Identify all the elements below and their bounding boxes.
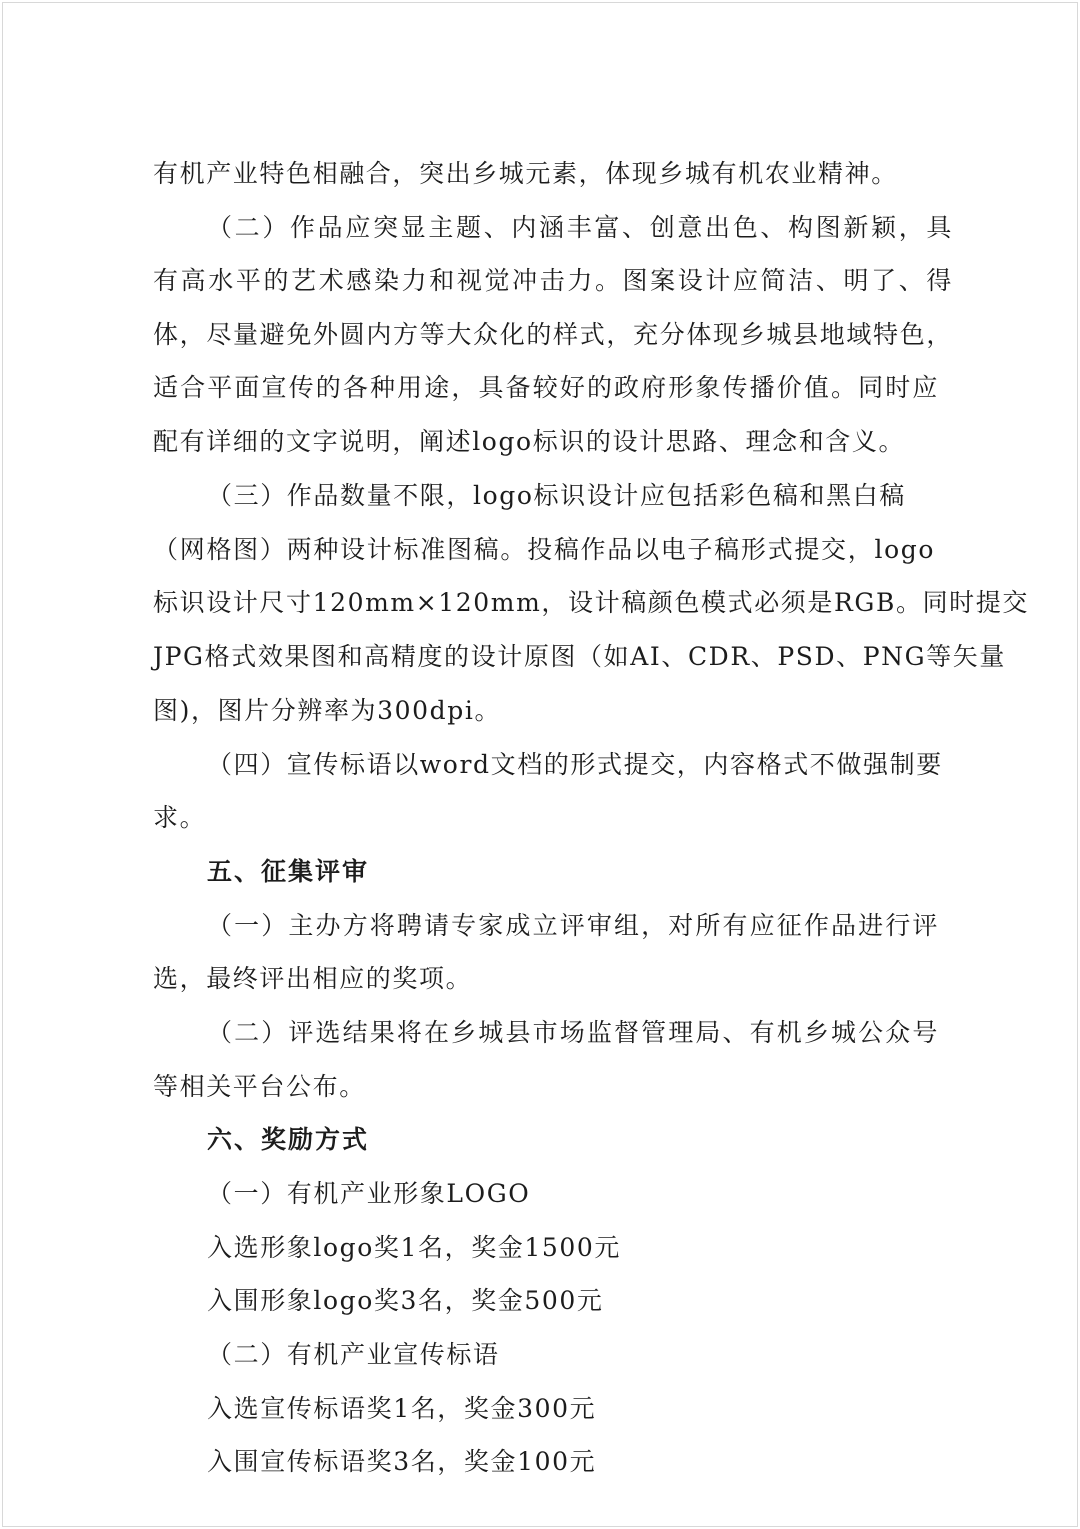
section-heading: 六、奖励方式 [207,1125,370,1154]
paragraph-line: 标识设计尺寸120mm×120mm，设计稿颜色模式必须是RGB。同时提交 [153,588,1029,617]
paragraph-line: 图)，图片分辨率为300dpi。 [153,696,502,725]
paragraph-line: （一）有机产业形象LOGO [207,1179,531,1208]
paragraph-line: 体，尽量避免外圆内方等大众化的样式，充分体现乡城县地域特色， [153,320,953,349]
paragraph-line: （三）作品数量不限，logo标识设计应包括彩色稿和黑白稿 [207,481,906,510]
paragraph-line: （二）评选结果将在乡城县市场监督管理局、有机乡城公众号 [207,1018,939,1047]
paragraph-line: 求。 [153,803,207,832]
paragraph-line: （一）主办方将聘请专家成立评审组，对所有应征作品进行评 [207,911,939,940]
paragraph-line: 适合平面宣传的各种用途，具备较好的政府形象传播价值。同时应 [153,373,939,402]
paragraph-line: （四）宣传标语以word文档的形式提交，内容格式不做强制要 [207,750,943,779]
paragraph-line: 入选形象logo奖1名，奖金1500元 [207,1233,622,1262]
paragraph-line: （网格图）两种设计标准图稿。投稿作品以电子稿形式提交，logo [153,535,935,564]
paragraph-line: 配有详细的文字说明，阐述logo标识的设计思路、理念和含义。 [153,427,906,456]
paragraph-line: 等相关平台公布。 [153,1072,366,1101]
paragraph-line: （二）有机产业宣传标语 [207,1340,500,1369]
section-heading: 五、征集评审 [207,857,370,886]
paragraph-line: JPG格式效果图和高精度的设计原图（如AI、CDR、PSD、PNG等矢量 [153,642,1006,671]
paragraph-line: 入围宣传标语奖3名，奖金100元 [207,1447,597,1476]
paragraph-line: 选，最终评出相应的奖项。 [153,964,473,993]
paragraph-line: 有机产业特色相融合，突出乡城元素，体现乡城有机农业精神。 [153,159,898,188]
paragraph-line: 有高水平的艺术感染力和视觉冲击力。图案设计应简洁、明了、得 [153,266,953,295]
paragraph-line: （二）作品应突显主题、内涵丰富、创意出色、构图新颖，具 [207,213,953,242]
paragraph-line: 入围形象logo奖3名，奖金500元 [207,1286,604,1315]
paragraph-line: 入选宣传标语奖1名，奖金300元 [207,1394,597,1423]
